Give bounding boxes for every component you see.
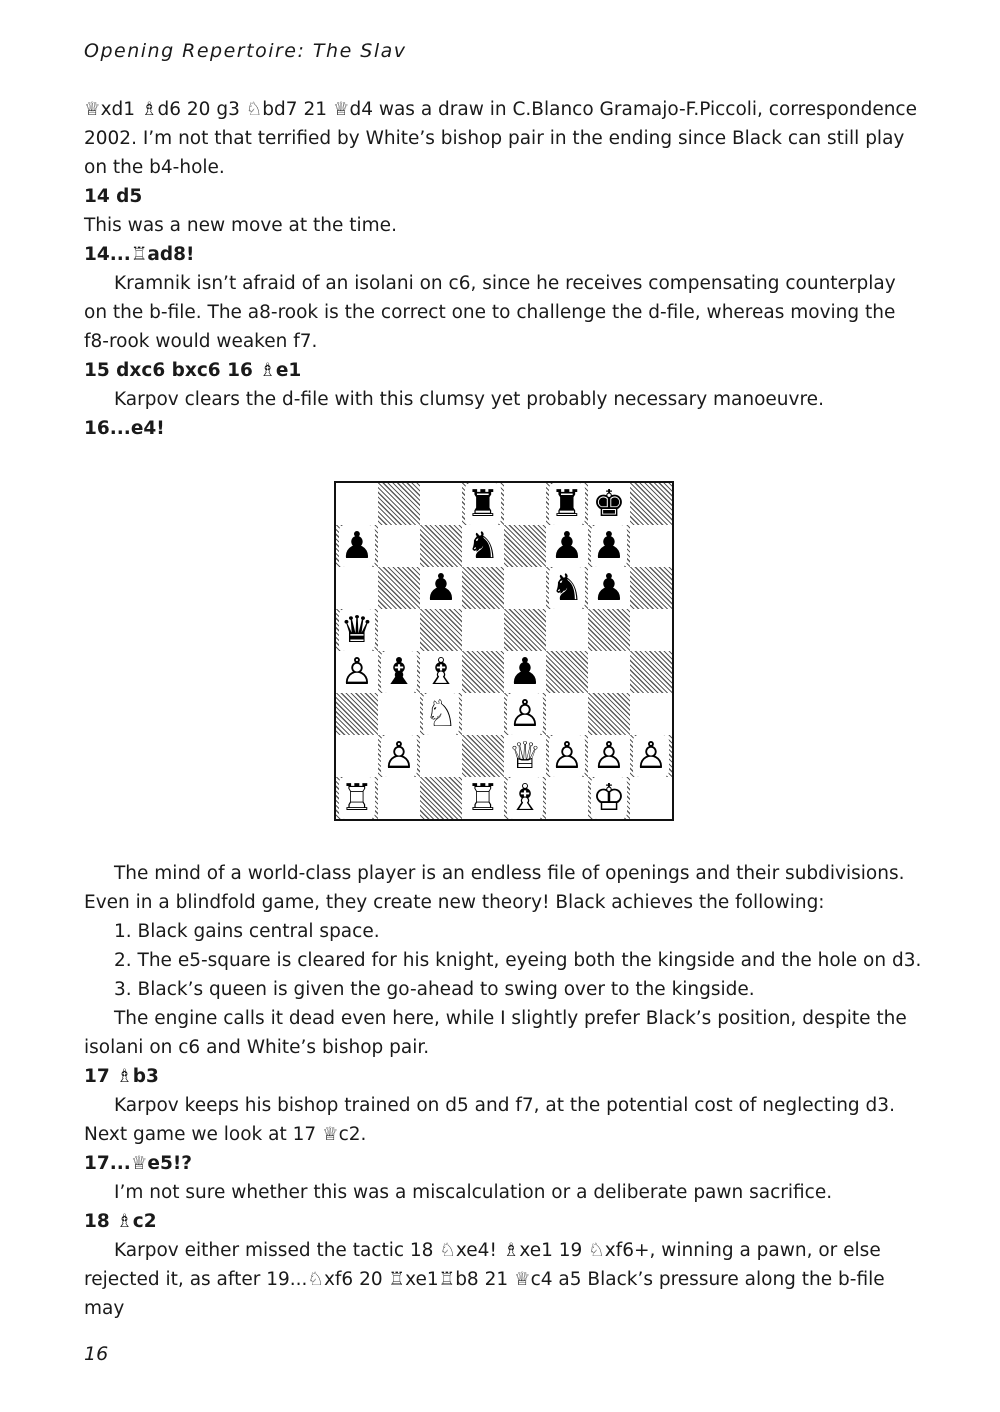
square-h1 — [630, 777, 672, 819]
square-e2 — [504, 735, 546, 777]
square-a2 — [336, 735, 378, 777]
square-e6 — [504, 567, 546, 609]
square-f1 — [546, 777, 588, 819]
square-c7 — [420, 525, 462, 567]
square-b5 — [378, 609, 420, 651]
chess-piece: ♙ — [592, 734, 626, 777]
paragraph: Karpov clears the d-file with this clumsy yet probably necessary manoeuvre. — [114, 389, 824, 410]
chess-piece: ♞ — [550, 566, 584, 609]
square-b1 — [378, 777, 420, 819]
square-h3 — [630, 693, 672, 735]
square-d2 — [462, 735, 504, 777]
square-e3 — [504, 693, 546, 735]
chess-piece: ♚ — [592, 482, 626, 525]
paragraph: This was a new move at the time. — [84, 215, 397, 236]
square-g4 — [588, 651, 630, 693]
chess-piece: ♖ — [466, 776, 500, 819]
chess-piece: ♗ — [508, 776, 542, 819]
square-d6 — [462, 567, 504, 609]
square-g6 — [588, 567, 630, 609]
square-e5 — [504, 609, 546, 651]
chess-piece: ♞ — [466, 524, 500, 567]
move-heading: 18 ♗c2 — [84, 1211, 157, 1232]
move-heading: 17...♕e5!? — [84, 1153, 193, 1174]
square-f6 — [546, 567, 588, 609]
chess-piece: ♜ — [550, 482, 584, 525]
square-a7 — [336, 525, 378, 567]
chess-piece: ♜ — [466, 482, 500, 525]
square-g3 — [588, 693, 630, 735]
chess-piece: ♟ — [592, 524, 626, 567]
square-f4 — [546, 651, 588, 693]
chess-piece: ♙ — [634, 734, 668, 777]
square-b3 — [378, 693, 420, 735]
chess-piece: ♝ — [382, 650, 416, 693]
chess-piece: ♘ — [424, 692, 458, 735]
square-d5 — [462, 609, 504, 651]
chess-piece: ♛ — [340, 608, 374, 651]
chess-piece: ♟ — [508, 650, 542, 693]
square-f3 — [546, 693, 588, 735]
chess-piece: ♖ — [340, 776, 374, 819]
square-c4 — [420, 651, 462, 693]
square-b8 — [378, 483, 420, 525]
bottom-text-block — [84, 859, 924, 1323]
square-f5 — [546, 609, 588, 651]
square-d8 — [462, 483, 504, 525]
square-d7 — [462, 525, 504, 567]
square-h5 — [630, 609, 672, 651]
square-f8 — [546, 483, 588, 525]
chess-piece: ♙ — [382, 734, 416, 777]
square-g7 — [588, 525, 630, 567]
square-g8 — [588, 483, 630, 525]
square-b7 — [378, 525, 420, 567]
chess-piece: ♕ — [508, 734, 542, 777]
square-e4 — [504, 651, 546, 693]
square-g5 — [588, 609, 630, 651]
top-text-block — [84, 95, 924, 443]
square-h6 — [630, 567, 672, 609]
move-heading: 15 dxc6 bxc6 16 ♗e1 — [84, 360, 302, 381]
paragraph: The mind of a world-class player is an endless file of openings and their subdivisions. Even in a blindfold game, they create new theory! Black achieves the following: — [84, 863, 905, 913]
chess-piece: ♗ — [424, 650, 458, 693]
square-h8 — [630, 483, 672, 525]
paragraph: I’m not sure whether this was a miscalculation or a deliberate pawn sacrifice. — [114, 1182, 833, 1203]
square-b6 — [378, 567, 420, 609]
paragraph: Karpov either missed the tactic 18 ♘xe4! ♗xe1 19 ♘xf6+, winning a pawn, or else rejected it, as after 19...♘xf6 20 ♖xe1♖b8 21 ♕c4 a5 Black’s pressure along the b-file may — [84, 1240, 885, 1319]
paragraph: The engine calls it dead even here, while I slightly prefer Black’s position, despite the isolani on c6 and White’s bishop pair. — [84, 1008, 907, 1058]
square-h4 — [630, 651, 672, 693]
square-d4 — [462, 651, 504, 693]
square-c1 — [420, 777, 462, 819]
square-e8 — [504, 483, 546, 525]
square-a5 — [336, 609, 378, 651]
paragraph: ♕xd1 ♗d6 20 g3 ♘bd7 21 ♕d4 was a draw in C.Blanco Gramajo-F.Piccoli, correspondence 2002. I’m not that terrified by White’s bishop pair in the ending since Black can still play on the b4-hole. — [84, 99, 917, 178]
square-c8 — [420, 483, 462, 525]
square-h7 — [630, 525, 672, 567]
square-e1 — [504, 777, 546, 819]
chess-piece: ♙ — [508, 692, 542, 735]
page-number: 16 — [84, 1343, 109, 1365]
square-a4 — [336, 651, 378, 693]
chess-piece: ♙ — [340, 650, 374, 693]
move-heading: 17 ♗b3 — [84, 1066, 159, 1087]
running-head: Opening Repertoire: The Slav — [84, 40, 407, 62]
paragraph: Karpov keeps his bishop trained on d5 and f7, at the potential cost of neglecting d3. Next game we look at 17 ♕c2. — [84, 1095, 895, 1145]
move-heading: 14 d5 — [84, 186, 143, 207]
square-c5 — [420, 609, 462, 651]
chess-piece: ♟ — [340, 524, 374, 567]
chess-piece: ♟ — [424, 566, 458, 609]
square-g2 — [588, 735, 630, 777]
square-c2 — [420, 735, 462, 777]
chess-board-grid — [336, 483, 672, 819]
list-item: 1. Black gains central space. — [114, 921, 380, 942]
square-a3 — [336, 693, 378, 735]
chess-piece: ♟ — [592, 566, 626, 609]
chess-piece: ♔ — [592, 776, 626, 819]
square-b4 — [378, 651, 420, 693]
square-c3 — [420, 693, 462, 735]
chess-diagram — [334, 481, 674, 821]
list-item: 2. The e5-square is cleared for his knight, eyeing both the kingside and the hole on d3. — [114, 950, 922, 971]
square-d1 — [462, 777, 504, 819]
paragraph: Kramnik isn’t afraid of an isolani on c6, since he receives compensating counterplay on the b-file. The a8-rook is the correct one to challenge the d-file, whereas moving the f8-rook would weaken f7. — [84, 273, 896, 352]
square-a1 — [336, 777, 378, 819]
chess-piece: ♙ — [550, 734, 584, 777]
square-b2 — [378, 735, 420, 777]
square-g1 — [588, 777, 630, 819]
move-heading: 14...♖ad8! — [84, 244, 195, 265]
square-d3 — [462, 693, 504, 735]
square-c6 — [420, 567, 462, 609]
square-f7 — [546, 525, 588, 567]
list-item: 3. Black’s queen is given the go-ahead to swing over to the kingside. — [114, 979, 755, 1000]
square-a8 — [336, 483, 378, 525]
chess-piece: ♟ — [550, 524, 584, 567]
square-e7 — [504, 525, 546, 567]
square-f2 — [546, 735, 588, 777]
square-a6 — [336, 567, 378, 609]
move-heading: 16...e4! — [84, 418, 165, 439]
square-h2 — [630, 735, 672, 777]
